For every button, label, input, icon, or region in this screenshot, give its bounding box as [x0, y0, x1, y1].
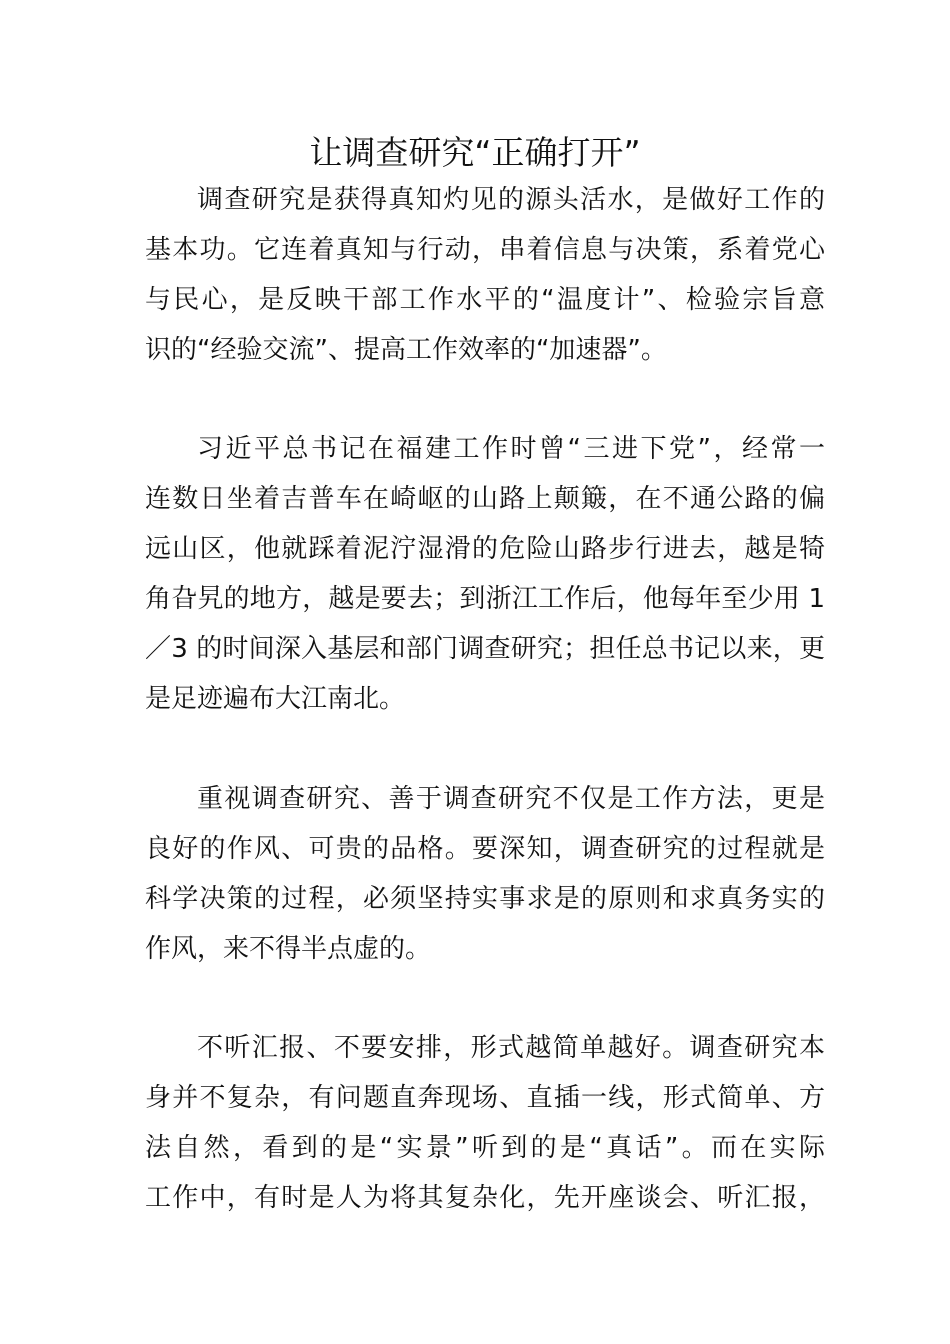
paragraph-line: 工作中，有时是人为将其复杂化，先开座谈会、听汇报，	[145, 1183, 825, 1213]
paragraph-line: 身并不复杂，有问题直奔现场、直插一线，形式简单、方	[145, 1083, 825, 1113]
paragraph-line: 良好的作风、可贵的品格。要深知，调查研究的过程就是	[145, 834, 825, 864]
paragraph-line: 重视调查研究、善于调查研究不仅是工作方法，更是	[197, 784, 825, 814]
paragraph-line: 调查研究是获得真知灼见的源头活水，是做好工作的	[197, 185, 825, 215]
paragraph-line: 基本功。它连着真知与行动，串着信息与决策，系着党心	[145, 235, 825, 265]
paragraph-line: 科学决策的过程，必须坚持实事求是的原则和求真务实的	[145, 884, 825, 914]
paragraph-line: 角旮旯的地方，越是要去；到浙江工作后，他每年至少用 1	[145, 584, 825, 614]
paragraph-4	[145, 1023, 825, 1223]
document-title: 让调查研究“正确打开”	[309, 133, 641, 172]
paragraph-line: 法自然，看到的是“实景”听到的是“真话”。而在实际	[145, 1133, 825, 1163]
paragraph-line: 不听汇报、不要安排，形式越简单越好。调查研究本	[197, 1033, 825, 1063]
paragraph-line: 作风，来不得半点虚的。	[145, 934, 432, 964]
paragraph-line: ／3 的时间深入基层和部门调查研究；担任总书记以来，更	[145, 634, 825, 664]
paragraph-line: 与民心，是反映干部工作水平的“温度计”、检验宗旨意	[145, 285, 825, 315]
paragraph-line: 是足迹遍布大江南北。	[145, 684, 406, 714]
paragraph-line: 远山区，他就踩着泥泞湿滑的危险山路步行进去，越是犄	[145, 534, 825, 564]
paragraph-line: 连数日坐着吉普车在崎岖的山路上颠簸，在不通公路的偏	[145, 484, 825, 514]
paragraph-3	[145, 774, 825, 974]
paragraph-1	[145, 175, 825, 375]
paragraph-line: 识的“经验交流”、提高工作效率的“加速器”。	[145, 335, 667, 365]
paragraph-line: 习近平总书记在福建工作时曾“三进下党”，经常一	[197, 434, 825, 464]
paragraph-2	[145, 424, 825, 724]
